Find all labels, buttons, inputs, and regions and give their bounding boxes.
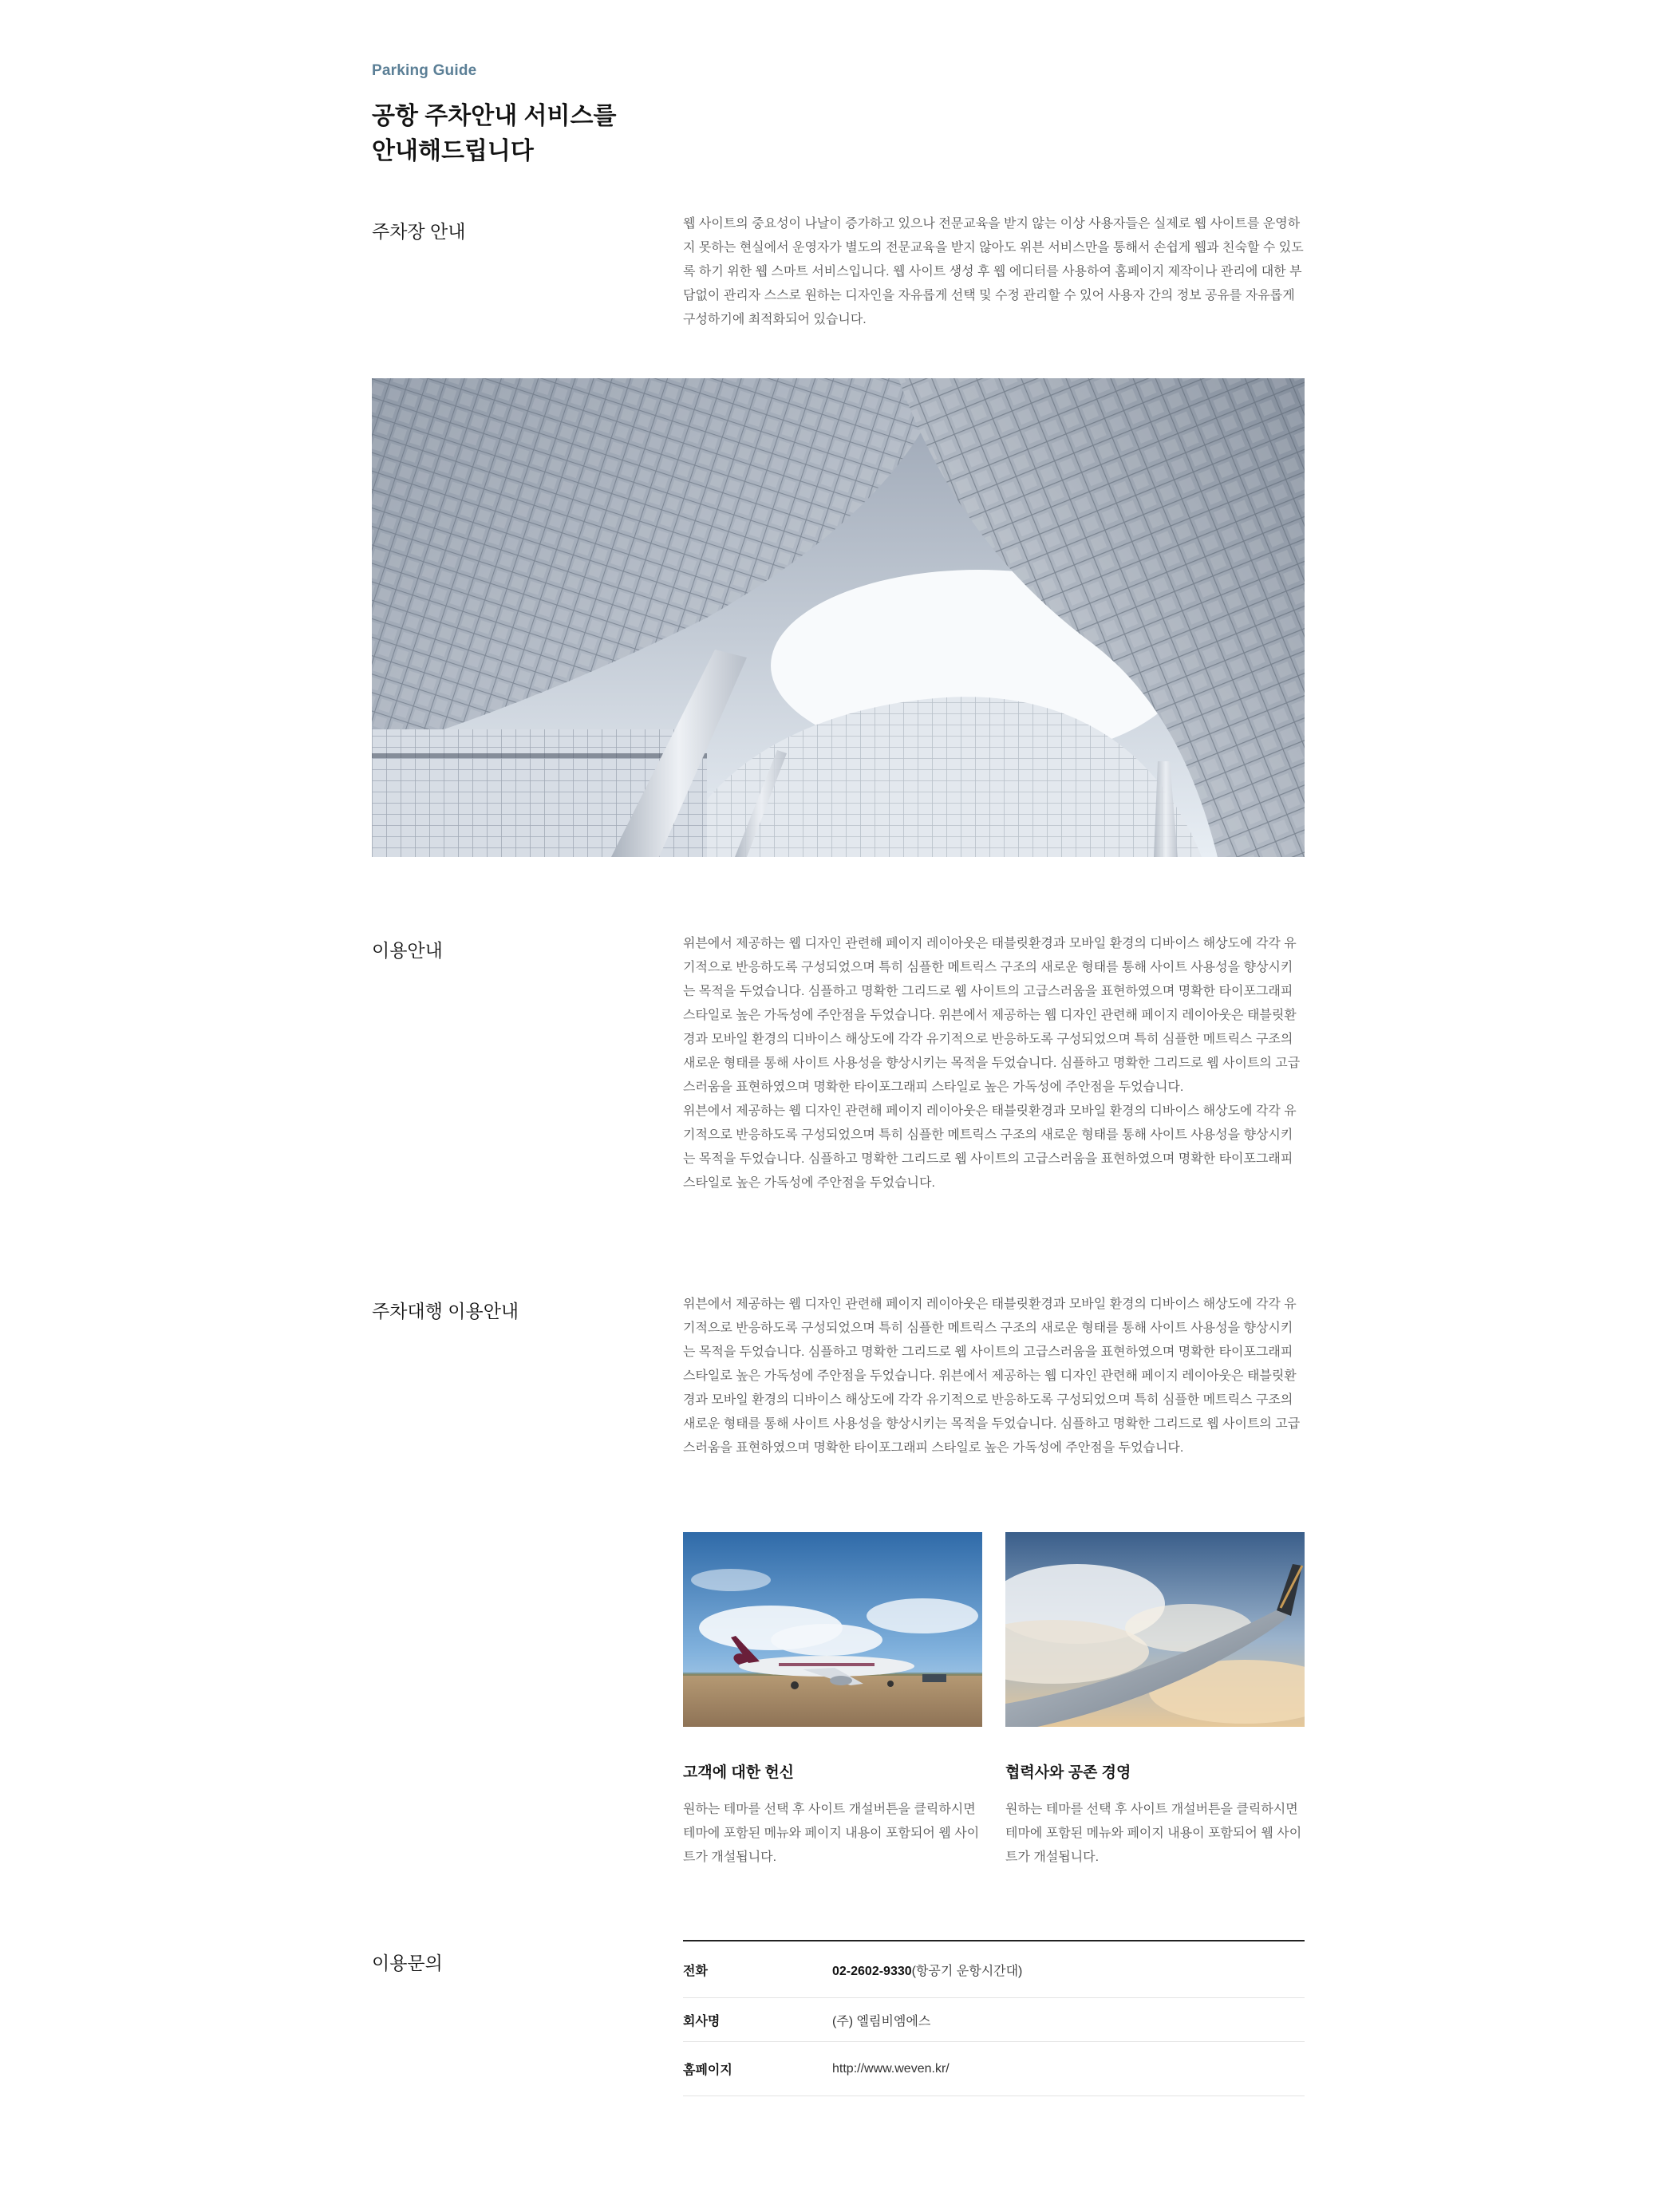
- contact-row-homepage: [683, 2042, 1305, 2096]
- contact-value: [832, 1961, 1022, 1979]
- contact-label: 회사명: [683, 2014, 721, 2028]
- contact-table: [683, 1940, 1305, 2096]
- card-title-partner: 협력사와 공존 경영: [1005, 1764, 1131, 1781]
- contact-row-company: [683, 1998, 1305, 2042]
- page-title-line-1: 공항 주차안내 서비스를: [372, 103, 617, 129]
- airplane-wing-image: [1005, 1532, 1305, 1727]
- parking-info-title: 주차장 안내: [372, 221, 466, 242]
- card-title-customer: 고객에 대한 헌신: [683, 1764, 795, 1781]
- valet-info-paragraph: 위븐에서 제공하는 웹 디자인 관련해 페이지 레이아웃은 태블릿환경과 모바일 환경의 디바이스 해상도에 각각 유기적으로 반응하도록 구성되었으며 특히 심플한 메트릭스 구조의 새로운 형태를 통해 사이트 사용성을 향상시키는 목적을 두었습니다. 심플하고 명확한 그리드로 웹 사이트의 고급스러움을 표현하였으며 명확한 타이포그래피 스타일로 높은 가독성에 주안점을 두었습니다. 위븐에서 제공하는 웹 디자인 관련해 페이지 레이아웃은 태블릿환경과 모바일 환경의 디바이스 해상도에 각각 유기적으로 반응하도록 구성되었으며 특히 심플한 메트릭스 구조의 새로운 형태를 통해 사이트 사용성을 향상시키는 목적을 두었습니다. 심플하고 명확한 그리드로 웹 사이트의 고급스러움을 표현하였으며 명확한 타이포그래피 스타일로 높은 가독성에 주안점을 두었습니다.: [683, 1298, 1301, 1455]
- phone-hours-note: (항공기 운항시간대): [911, 1964, 1023, 1978]
- usage-info-title: 이용안내: [372, 940, 443, 961]
- card-text-partner: 원하는 테마를 선택 후 사이트 개설버튼을 클릭하시면 테마에 포함된 메뉴와 페이지 내용이 포함되어 웹 사이트가 개설됩니다.: [1005, 1803, 1302, 1864]
- homepage-link[interactable]: http://www.weven.kr/: [832, 2061, 950, 2076]
- usage-info-paragraph-2: 위븐에서 제공하는 웹 디자인 관련해 페이지 레이아웃은 태블릿환경과 모바일 환경의 디바이스 해상도에 각각 유기적으로 반응하도록 구성되었으며 특히 심플한 메트릭스 구조의 새로운 형태를 통해 사이트 사용성을 향상시키는 목적을 두었습니다. 심플하고 명확한 그리드로 웹 사이트의 고급스러움을 표현하였으며 명확한 타이포그래피 스타일로 높은 가독성에 주안점을 두었습니다.: [683, 1104, 1297, 1190]
- section-eyebrow: Parking Guide: [372, 62, 477, 79]
- phone-number: 02-2602-9330: [832, 1964, 912, 1978]
- card-text-customer: 원하는 테마를 선택 후 사이트 개설버튼을 클릭하시면 테마에 포함된 메뉴와 페이지 내용이 포함되어 웹 사이트가 개설됩니다.: [683, 1803, 980, 1864]
- valet-info-text: [683, 1293, 1304, 1460]
- usage-info-paragraph-1: 위븐에서 제공하는 웹 디자인 관련해 페이지 레이아웃은 태블릿환경과 모바일 환경의 디바이스 해상도에 각각 유기적으로 반응하도록 구성되었으며 특히 심플한 메트릭스 구조의 새로운 형태를 통해 사이트 사용성을 향상시키는 목적을 두었습니다. 심플하고 명확한 그리드로 웹 사이트의 고급스러움을 표현하였으며 명확한 타이포그래피 스타일로 높은 가독성에 주안점을 두었습니다. 위븐에서 제공하는 웹 디자인 관련해 페이지 레이아웃은 태블릿환경과 모바일 환경의 디바이스 해상도에 각각 유기적으로 반응하도록 구성되었으며 특히 심플한 메트릭스 구조의 새로운 형태를 통해 사이트 사용성을 향상시키는 목적을 두었습니다. 심플하고 명확한 그리드로 웹 사이트의 고급스러움을 표현하였으며 명확한 타이포그래피 스타일로 높은 가독성에 주안점을 두었습니다.: [683, 937, 1301, 1094]
- terminal-ceiling-image: [372, 378, 1305, 857]
- page-title-line-2: 안내해드립니다: [372, 138, 534, 164]
- parking-info-text: [683, 212, 1304, 332]
- contact-label: 전화: [683, 1964, 708, 1978]
- contact-title: 이용문의: [372, 1953, 443, 1973]
- contact-value: (주) 엘림비엠에스: [832, 2014, 931, 2028]
- usage-info-text: [683, 932, 1304, 1195]
- airplane-tarmac-image: [683, 1532, 982, 1727]
- parking-info-paragraph: 웹 사이트의 중요성이 나날이 증가하고 있으나 전문교육을 받지 않는 이상 사용자들은 실제로 웹 사이트를 운영하지 못하는 현실에서 운영자가 별도의 전문교육을 받지 않아도 위븐 서비스만을 통해서 손쉽게 웹과 친숙할 수 있도록 하기 위한 웹 스마트 서비스입니다. 웹 사이트 생성 후 웹 에디터를 사용하여 홈페이지 제작이나 관리에 대한 부담없이 관리자 스스로 원하는 디자인을 자유롭게 선택 및 수정 관리할 수 있어 사용자 간의 정보 공유를 자유롭게 구성하기에 최적화되어 있습니다.: [683, 217, 1304, 326]
- contact-label: 홈페이지: [683, 2064, 732, 2077]
- contact-row-phone: [683, 1941, 1305, 1998]
- valet-info-title: 주차대행 이용안내: [372, 1301, 519, 1321]
- page-title: [372, 99, 787, 169]
